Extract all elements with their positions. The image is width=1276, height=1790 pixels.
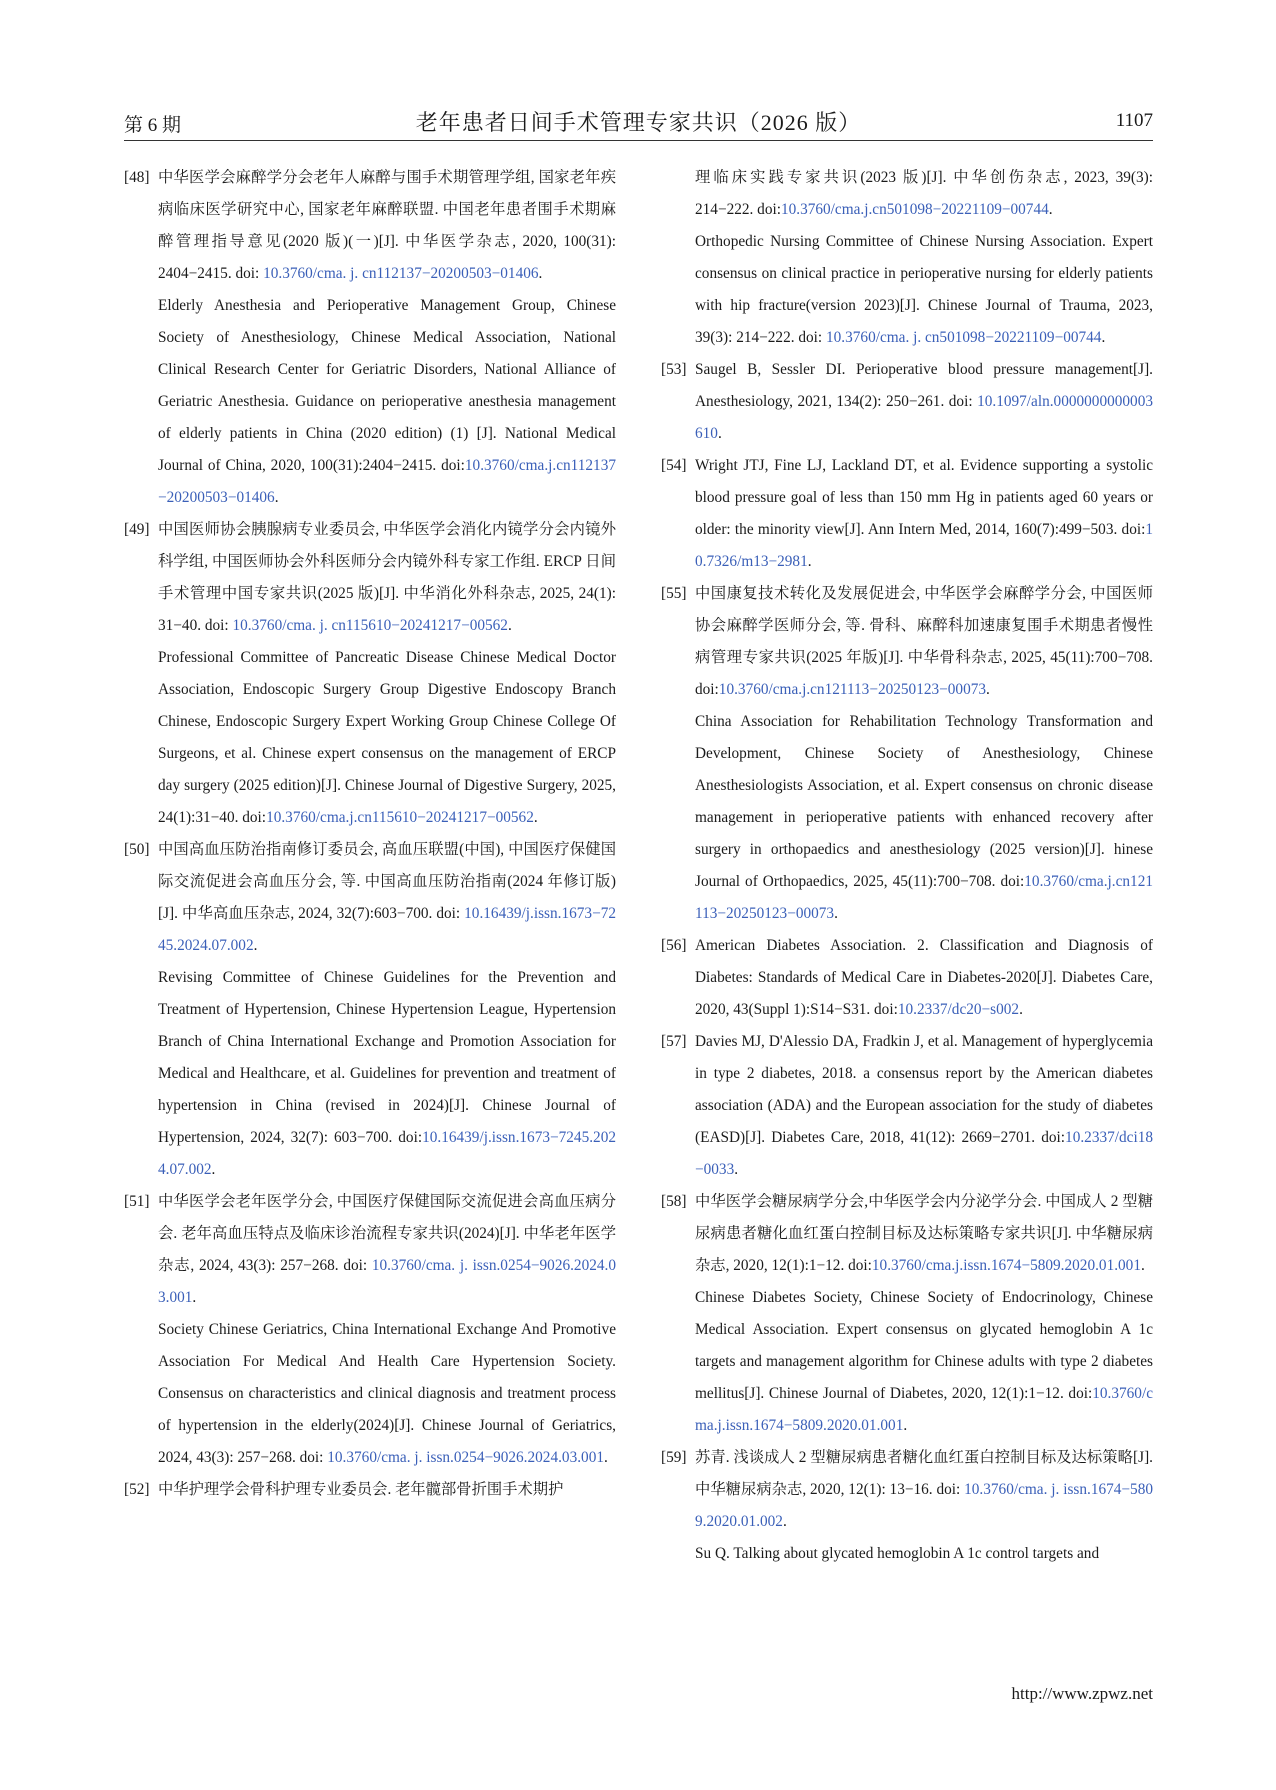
reference-entry: [48] 中华医学会麻醉学分会老年人麻醉与围手术期管理学组, 国家老年疾病临床医学研究中心, 国家老年麻醉联盟. 中国老年患者围手术期麻醉管理指导意见(2020 版)(一)[J]. 中华医学杂志, 2020, 100(31): 2404−2415. doi: 10.3760/cma. j. cn112137−20200503−01406. (124, 162, 616, 290)
reference-text: 苏青. 浅谈成人 2 型糖尿病患者糖化血红蛋白控制目标及达标策略[J]. 中华糖尿病杂志, 2020, 12(1): 13−16. doi: (695, 1449, 1153, 1498)
issue-number: 第 6 期 (124, 115, 182, 136)
doi-link[interactable]: 10.3760/cma.j.cn112137−20200503−01406 (158, 457, 616, 506)
reference-number: [52] (124, 1481, 150, 1498)
reference-number: [56] (661, 937, 687, 954)
reference-text: Davies MJ, D'Alessio DA, Fradkin J, et al. Management of hyperglycemia in type 2 diabetes, 2018. a consensus report by the American diabetes association (ADA) and the European association for the study of diabetes (EASD)[J]. Diabetes Care, 2018, 41(12): 2669−2701. doi: (695, 1033, 1153, 1146)
translation-text: Chinese Diabetes Society, Chinese Society of Endocrinology, Chinese Medical Association. Expert consensus on glycated hemoglobin A 1c targets and management algorithm for Chinese adults with type 2 diabetes mellitus[J]. Chinese Journal of Diabetes, 2020, 12(1):1−12. doi: (695, 1289, 1153, 1402)
reference-number: [50] (124, 841, 150, 858)
reference-text: 中华护理学会骨科护理专业委员会. 老年髋部骨折围手术期护 (158, 1481, 564, 1498)
page-number: 1107 (1115, 110, 1153, 131)
translation-text: Professional Committee of Pancreatic Disease Chinese Medical Doctor Association, Endoscopic Surgery Group Digestive Endoscopy Branch Chinese, Endoscopic Surgery Expert Working Group Chinese College Of Surgeons, et al. Chinese expert consensus on the management of ERCP day surgery (2025 edition)[J]. Chinese Journal of Digestive Surgery, 2025, 24(1):31−40. doi: (158, 649, 616, 826)
doi-link[interactable]: 10.3760/cma. j. issn.0254−9026.2024.03.001 (327, 1449, 604, 1466)
reference-translation: Professional Committee of Pancreatic Disease Chinese Medical Doctor Association, Endoscopic Surgery Group Digestive Endoscopy Branch Chinese, Endoscopic Surgery Expert Working Group Chinese College Of Surgeons, et al. Chinese expert consensus on the management of ERCP day surgery (2025 edition)[J]. Chinese Journal of Digestive Surgery, 2025, 24(1):31−40. doi:10.3760/cma.j.cn115610−20241217−00562. (158, 649, 616, 826)
doi-link[interactable]: 10.2337/dci18−0033 (695, 1129, 1153, 1178)
reference-translation: Revising Committee of Chinese Guidelines for the Prevention and Treatment of Hypertension, Chinese Hypertension League, Hypertension Branch of China International Exchange and Promotion Association for Medical and Healthcare, et al. Guidelines for prevention and treatment of hypertension in China (revised in 2024)[J]. Chinese Journal of Hypertension, 2024, 32(7): 603−700. doi:10.16439/j.issn.1673−7245.2024.07.002. (158, 969, 616, 1178)
translation-text: China Association for Rehabilitation Technology Transformation and Development, Chinese Society of Anesthesiology, Chinese Anesthesiologists Association, et al. Expert consensus on chronic disease management in perioperative patients with enhanced recovery after surgery in orthopaedics and anesthesiology (2025 version)[J]. hinese Journal of Orthopaedics, 2025, 45(11):700−708. doi: (695, 713, 1153, 890)
footer-url[interactable]: http://www.zpwz.net (1011, 1684, 1153, 1703)
reference-entry: [51] 中华医学会老年医学分会, 中国医疗保健国际交流促进会高血压病分会. 老年高血压特点及临床诊治流程专家共识(2024)[J]. 中华老年医学杂志, 2024, 43(3): 257−268. doi: 10.3760/cma. j. issn.0254−9026.2024.03.001. (124, 1186, 616, 1314)
doi-link[interactable]: 10.3760/cma. j. issn.1674−5809.2020.01.002 (695, 1481, 1153, 1530)
reference-number: [54] (661, 457, 687, 474)
reference-number: [55] (661, 585, 687, 602)
reference-entry: [57] Davies MJ, D'Alessio DA, Fradkin J, et al. Management of hyperglycemia in type 2 diabetes, 2018. a consensus report by the American diabetes association (ADA) and the European association for the study of diabetes (EASD)[J]. Diabetes Care, 2018, 41(12): 2669−2701. doi:10.2337/dci18−0033. (661, 1026, 1153, 1186)
reference-entry: [54] Wright JTJ, Fine LJ, Lackland DT, et al. Evidence supporting a systolic blood pressure goal of less than 150 mm Hg in patients aged 60 years or older: the minority view[J]. Ann Intern Med, 2014, 160(7):499−503. doi:10.7326/m13−2981. (661, 450, 1153, 578)
right-column (661, 162, 1153, 1570)
reference-text: 中华医学会糖尿病学分会,中华医学会内分泌学分会. 中国成人 2 型糖尿病患者糖化血红蛋白控制目标及达标策略专家共识[J]. 中华糖尿病杂志, 2020, 12(1):1−12. doi: (695, 1193, 1153, 1274)
doi-link[interactable]: 10.16439/j.issn.1673−7245.2024.07.002 (158, 905, 616, 954)
reference-translation: China Association for Rehabilitation Technology Transformation and Development, Chinese Society of Anesthesiology, Chinese Anesthesiologists Association, et al. Expert consensus on chronic disease management in perioperative patients with enhanced recovery after surgery in orthopaedics and anesthesiology (2025 version)[J]. hinese Journal of Orthopaedics, 2025, 45(11):700−708. doi:10.3760/cma.j.cn121113−20250123−00073. (695, 713, 1153, 922)
reference-translation: Society Chinese Geriatrics, China International Exchange And Promotive Association For Medical And Health Care Hypertension Society. Consensus on characteristics and clinical diagnosis and treatment process of hypertension in the elderly(2024)[J]. Chinese Journal of Geriatrics, 2024, 43(3): 257−268. doi: 10.3760/cma. j. issn.0254−9026.2024.03.001. (158, 1321, 616, 1466)
doi-link[interactable]: 10.3760/cma.j.cn115610−20241217−00562 (266, 809, 534, 826)
translation-text: Orthopedic Nursing Committee of Chinese Nursing Association. Expert consensus on clinical practice in perioperative nursing for elderly patients with hip fracture(version 2023)[J]. Chinese Journal of Trauma, 2023, 39(3): 214−222. doi: (695, 233, 1153, 346)
reference-entry: [56] American Diabetes Association. 2. Classification and Diagnosis of Diabetes: Standards of Medical Care in Diabetes-2020[J]. Diabetes Care, 2020, 43(Suppl 1):S14−S31. doi:10.2337/dc20−s002. (661, 930, 1153, 1026)
reference-entry: [58] 中华医学会糖尿病学分会,中华医学会内分泌学分会. 中国成人 2 型糖尿病患者糖化血红蛋白控制目标及达标策略专家共识[J]. 中华糖尿病杂志, 2020, 12(1):1−12. doi:10.3760/cma.j.issn.1674−5809.2020.01.001. (661, 1186, 1153, 1282)
translation-text: Elderly Anesthesia and Perioperative Management Group, Chinese Society of Anesthesiology, Chinese Medical Association, National Clinical Research Center for Geriatric Disorders, National Alliance of Geriatric Anesthesia. Guidance on perioperative anesthesia management of elderly patients in China (2020 edition) (1) [J]. National Medical Journal of China, 2020, 100(31):2404−2415. doi: (158, 297, 616, 474)
reference-entry: [55] 中国康复技术转化及发展促进会, 中华医学会麻醉学分会, 中国医师协会麻醉学医师分会, 等. 骨科、麻醉科加速康复围手术期患者慢性病管理专家共识(2025 年版)[J]. 中华骨科杂志, 2025, 45(11):700−708. doi:10.3760/cma.j.cn121113−20250123−00073. (661, 578, 1153, 706)
reference-translation: Orthopedic Nursing Committee of Chinese Nursing Association. Expert consensus on clinical practice in perioperative nursing for elderly patients with hip fracture(version 2023)[J]. Chinese Journal of Trauma, 2023, 39(3): 214−222. doi: 10.3760/cma. j. cn501098−20221109−00744. (695, 233, 1153, 346)
reference-number: [57] (661, 1033, 687, 1050)
reference-entry: [50] 中国高血压防治指南修订委员会, 高血压联盟(中国), 中国医疗保健国际交流促进会高血压分会, 等. 中国高血压防治指南(2024 年修订版)[J]. 中华高血压杂志, 2024, 32(7):603−700. doi: 10.16439/j.issn.1673−7245.2024.07.002. (124, 834, 616, 962)
doi-link[interactable]: 10.1097/aln.0000000000003610 (695, 393, 1153, 442)
reference-translation (661, 1538, 1153, 1570)
reference-text: 中华医学会麻醉学分会老年人麻醉与围手术期管理学组, 国家老年疾病临床医学研究中心, 国家老年麻醉联盟. 中国老年患者围手术期麻醉管理指导意见(2020 版)(一)[J]. 中华医学杂志, 2020, 100(31): 2404−2415. doi: (158, 169, 616, 282)
reference-entry (124, 1474, 616, 1506)
doi-link[interactable]: 10.3760/cma.j.cn121113−20250123−00073 (718, 681, 987, 698)
reference-text: 理临床实践专家共识(2023 版)[J]. 中华创伤杂志, 2023, 39(3): 214−222. doi: (695, 169, 1153, 218)
doi-link[interactable]: 10.3760/cma.j.issn.1674−5809.2020.01.001 (695, 1385, 1153, 1434)
doi-link[interactable]: 10.16439/j.issn.1673−7245.2024.07.002 (158, 1129, 616, 1178)
doi-link[interactable]: 10.3760/cma. j. issn.0254−9026.2024.03.001 (158, 1257, 617, 1306)
reference-text: Wright JTJ, Fine LJ, Lackland DT, et al. Evidence supporting a systolic blood pressure goal of less than 150 mm Hg in patients aged 60 years or older: the minority view[J]. Ann Intern Med, 2014, 160(7):499−503. doi: (695, 457, 1153, 538)
doi-link[interactable]: 10.3760/cma.j.issn.1674−5809.2020.01.001 (871, 1257, 1141, 1274)
reference-number: [53] (661, 361, 687, 378)
reference-translation: Chinese Diabetes Society, Chinese Society of Endocrinology, Chinese Medical Association. Expert consensus on glycated hemoglobin A 1c targets and management algorithm for Chinese adults with type 2 diabetes mellitus[J]. Chinese Journal of Diabetes, 2020, 12(1):1−12. doi:10.3760/cma.j.issn.1674−5809.2020.01.001. (695, 1289, 1153, 1434)
reference-number: [58] (661, 1193, 687, 1210)
reference-number: [51] (124, 1193, 150, 1210)
reference-number: [49] (124, 521, 150, 538)
doi-link[interactable]: 10.2337/dc20−s002 (897, 1001, 1020, 1018)
reference-translation: Elderly Anesthesia and Perioperative Management Group, Chinese Society of Anesthesiology, Chinese Medical Association, National Clinical Research Center for Geriatric Disorders, National Alliance of Geriatric Anesthesia. Guidance on perioperative anesthesia management of elderly patients in China (2020 edition) (1) [J]. National Medical Journal of China, 2020, 100(31):2404−2415. doi:10.3760/cma.j.cn112137−20200503−01406. (158, 297, 616, 506)
doi-link[interactable]: 10.3760/cma. j. cn112137−20200503−01406 (263, 265, 539, 282)
reference-text: Saugel B, Sessler DI. Perioperative blood pressure management[J]. Anesthesiology, 2021, 134(2): 250−261. doi: (695, 361, 1153, 410)
reference-text: 中国康复技术转化及发展促进会, 中华医学会麻醉学分会, 中国医师协会麻醉学医师分会, 等. 骨科、麻醉科加速康复围手术期患者慢性病管理专家共识(2025 年版)[J]. 中华骨科杂志, 2025, 45(11):700−708. doi: (695, 585, 1153, 698)
translation-text: Su Q. Talking about glycated hemoglobin A 1c control targets and (695, 1545, 1100, 1562)
doi-link[interactable]: 10.7326/m13−2981 (695, 521, 1153, 570)
reference-entry: [59] 苏青. 浅谈成人 2 型糖尿病患者糖化血红蛋白控制目标及达标策略[J]. 中华糖尿病杂志, 2020, 12(1): 13−16. doi: 10.3760/cma. j. issn.1674−5809.2020.01.002. (661, 1442, 1153, 1538)
reference-entry: 理临床实践专家共识(2023 版)[J]. 中华创伤杂志, 2023, 39(3): 214−222. doi:10.3760/cma.j.cn501098−20221109−00744. (695, 169, 1153, 218)
doi-link[interactable]: 10.3760/cma. j. cn501098−20221109−00744 (826, 329, 1102, 346)
doi-link[interactable]: 10.3760/cma.j.cn501098−20221109−00744 (780, 201, 1049, 218)
translation-text: Revising Committee of Chinese Guidelines for the Prevention and Treatment of Hypertension, Chinese Hypertension League, Hypertension Branch of China International Exchange and Promotion Association for Medical and Healthcare, et al. Guidelines for prevention and treatment of hypertension in China (revised in 2024)[J]. Chinese Journal of Hypertension, 2024, 32(7): 603−700. doi: (158, 969, 616, 1146)
reference-entry: [53] Saugel B, Sessler DI. Perioperative blood pressure management[J]. Anesthesiology, 2021, 134(2): 250−261. doi: 10.1097/aln.0000000000003610. (661, 354, 1153, 450)
running-header (124, 106, 1153, 141)
reference-text: 中国医师协会胰腺病专业委员会, 中华医学会消化内镜学分会内镜外科学组, 中国医师协会外科医师分会内镜外科专家工作组. ERCP 日间手术管理中国专家共识(2025 版)[J]. 中华消化外科杂志, 2025, 24(1): 31−40. doi: (158, 521, 616, 634)
doi-link[interactable]: 10.3760/cma. j. cn115610−20241217−00562 (232, 617, 508, 634)
journal-title: 老年患者日间手术管理专家共识（2026 版） (415, 110, 862, 135)
left-column (124, 162, 616, 1506)
translation-text: Society Chinese Geriatrics, China International Exchange And Promotive Association For Medical And Health Care Hypertension Society. Consensus on characteristics and clinical diagnosis and treatment process of hypertension in the elderly(2024)[J]. Chinese Journal of Geriatrics, 2024, 43(3): 257−268. doi: (158, 1321, 616, 1466)
reference-text: American Diabetes Association. 2. Classification and Diagnosis of Diabetes: Standards of Medical Care in Diabetes-2020[J]. Diabetes Care, 2020, 43(Suppl 1):S14−S31. doi: (695, 937, 1153, 1018)
reference-text: 中华医学会老年医学分会, 中国医疗保健国际交流促进会高血压病分会. 老年高血压特点及临床诊治流程专家共识(2024)[J]. 中华老年医学杂志, 2024, 43(3): 257−268. doi: (158, 1193, 616, 1274)
reference-number: [48] (124, 169, 150, 186)
reference-number: [59] (661, 1449, 687, 1466)
reference-text: 中国高血压防治指南修订委员会, 高血压联盟(中国), 中国医疗保健国际交流促进会高血压分会, 等. 中国高血压防治指南(2024 年修订版)[J]. 中华高血压杂志, 2024, 32(7):603−700. doi: (158, 841, 616, 922)
reference-entry: [49] 中国医师协会胰腺病专业委员会, 中华医学会消化内镜学分会内镜外科学组, 中国医师协会外科医师分会内镜外科专家工作组. ERCP 日间手术管理中国专家共识(2025 版)[J]. 中华消化外科杂志, 2025, 24(1): 31−40. doi: 10.3760/cma. j. cn115610−20241217−00562. (124, 514, 616, 642)
doi-link[interactable]: 10.3760/cma.j.cn121113−20250123−00073 (695, 873, 1153, 922)
